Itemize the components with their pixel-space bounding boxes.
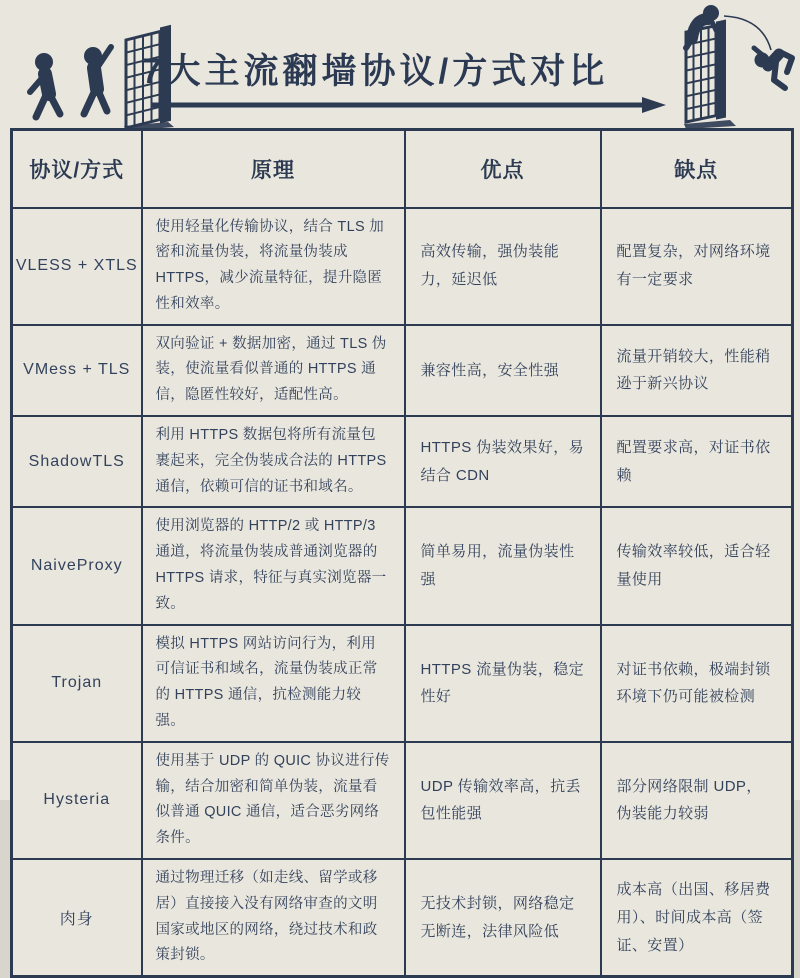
- protocol-cons: 流量开销较大，性能稍逊于新兴协议: [601, 325, 793, 416]
- protocol-pros: HTTPS 流量伪装，稳定性好: [405, 625, 601, 742]
- protocol-pros: 无技术封锁，网络稳定无断连，法律风险低: [405, 859, 601, 977]
- protocol-name: 肉身: [12, 859, 142, 977]
- person-walking-icon: [30, 53, 60, 117]
- table-header-row: [12, 130, 793, 208]
- protocol-principle: 模拟 HTTPS 网站访问行为，利用可信证书和域名，流量伪装成正常的 HTTPS 通信，抗检测能力较强。: [142, 625, 405, 742]
- protocol-pros: 兼容性高，安全性强: [405, 325, 601, 416]
- protocol-pros: 简单易用，流量伪装性强: [405, 507, 601, 624]
- protocol-name: ShadowTLS: [12, 416, 142, 507]
- protocol-cons: 配置要求高，对证书依赖: [601, 416, 793, 507]
- protocol-comparison-table: [10, 128, 794, 978]
- col-header-cons: 缺点: [601, 130, 793, 208]
- table-row: [12, 625, 793, 742]
- protocol-name: VLESS + XTLS: [12, 208, 142, 325]
- protocol-pros: UDP 传输效率高，抗丢包性能强: [405, 742, 601, 859]
- protocol-cons: 部分网络限制 UDP，伪装能力较弱: [601, 742, 793, 859]
- right-arrow-icon: [150, 96, 670, 114]
- page-title: 7大主流翻墙协议/方式对比: [142, 52, 609, 91]
- table-row: [12, 208, 793, 325]
- person-jumping-off-wall-icon: [754, 48, 792, 88]
- protocol-principle: 使用基于 UDP 的 QUIC 协议进行传输，结合加密和简单伪装，流量看似普通 QUIC 通信，适合恶劣网络条件。: [142, 742, 405, 859]
- table-row: [12, 507, 793, 624]
- protocol-cons: 对证书依赖，极端封锁环境下仍可能被检测: [601, 625, 793, 742]
- protocol-principle: 通过物理迁移（如走线、留学或移居）直接接入没有网络审查的文明国家或地区的网络，绕过技术和政策封锁。: [142, 859, 405, 977]
- table-row: [12, 416, 793, 507]
- protocol-cons: 配置复杂，对网络环境有一定要求: [601, 208, 793, 325]
- protocol-cons: 成本高（出国、移居费用）、时间成本高（签证、安置）: [601, 859, 793, 977]
- jump-trajectory-line: [724, 16, 771, 50]
- people-escaping-over-wall-icon: [640, 0, 800, 135]
- col-header-principle: 原理: [142, 130, 405, 208]
- col-header-pros: 优点: [405, 130, 601, 208]
- protocol-principle: 利用 HTTPS 数据包将所有流量包裹起来，完全伪装成合法的 HTTPS 通信，依赖可信的证书和域名。: [142, 416, 405, 507]
- protocol-pros: HTTPS 伪装效果好，易结合 CDN: [405, 416, 601, 507]
- protocol-principle: 双向验证 + 数据加密，通过 TLS 伪装，使流量看似普通的 HTTPS 通信，隐匿性较好，适配性高。: [142, 325, 405, 416]
- protocol-pros: 高效传输，强伪装能力，延迟低: [405, 208, 601, 325]
- protocol-principle: 使用轻量化传输协议，结合 TLS 加密和流量伪装，将流量伪装成 HTTPS，减少流量特征，提升隐匿性和效率。: [142, 208, 405, 325]
- table-row: [12, 742, 793, 859]
- protocol-name: VMess + TLS: [12, 325, 142, 416]
- protocol-principle: 使用浏览器的 HTTP/2 或 HTTP/3 通道，将流量伪装成普通浏览器的 HTTPS 请求，特征与真实浏览器一致。: [142, 507, 405, 624]
- table-row: [12, 859, 793, 977]
- protocol-name: Hysteria: [12, 742, 142, 859]
- table-row: [12, 325, 793, 416]
- protocol-cons: 传输效率较低，适合轻量使用: [601, 507, 793, 624]
- col-header-protocol: 协议/方式: [12, 130, 142, 208]
- protocol-name: Trojan: [12, 625, 142, 742]
- person-waving-icon: [84, 47, 111, 114]
- protocol-name: NaiveProxy: [12, 507, 142, 624]
